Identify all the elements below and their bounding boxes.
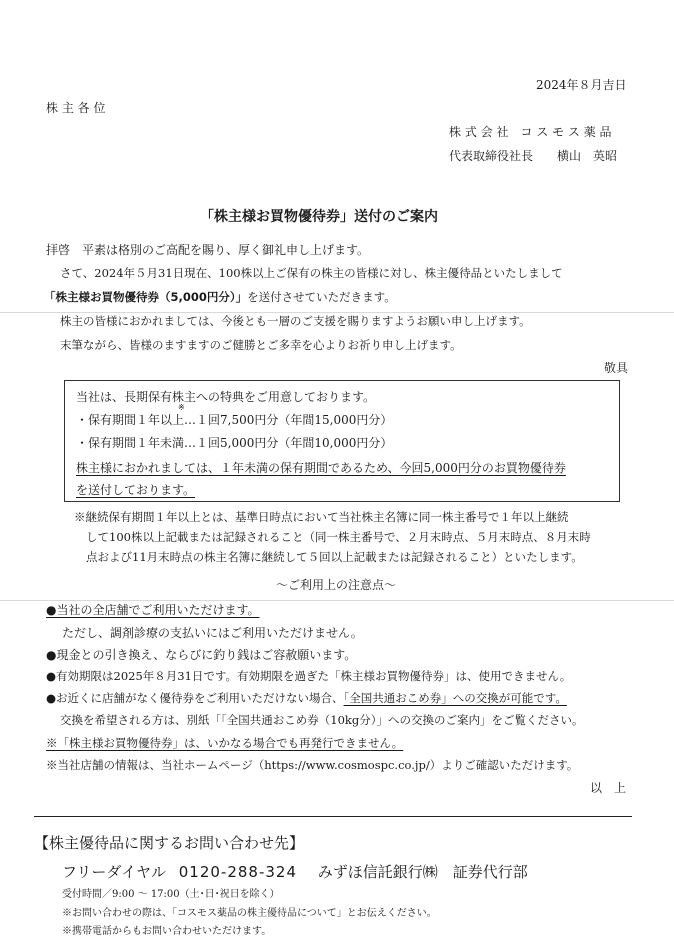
body-line: 株主の皆様におかれましては、今後とも一層のご支援を賜りますようお願い申し上げます。: [60, 314, 531, 328]
closing-ijou: 以 上: [590, 781, 627, 795]
note-subitem: ただし、調剤診療の支払いにはご利用いただけません。: [62, 626, 363, 640]
benefit-item-value: …１回7,500円分（年間15,000円分）: [184, 413, 393, 427]
box-intro: 当社は、長期保有株主への特典をご用意しております。: [76, 390, 376, 404]
contact-heading: 【株主優待品に関するお問い合わせ先】: [34, 834, 305, 852]
body-line: 拝啓 平素は格別のご高配を賜り、厚く御礼申し上げます。: [46, 243, 370, 257]
body-line: [44, 289, 396, 305]
benefit-item-label: ・保有期間１年以上: [76, 413, 185, 427]
addressee: 株 主 各 位: [46, 101, 106, 115]
contact-note: ※お問い合わせの際は、「コスモス薬品の株主優待品について」とお伝えください。: [62, 908, 437, 919]
benefit-item: ・保有期間１年未満…１回5,000円分（年間10,000円分）: [76, 436, 393, 450]
company-name: 株 式 会 社 コ ス モ ス 薬 品: [449, 125, 612, 139]
body-text: を送付させていただきます。: [247, 290, 396, 304]
body-line: さて、2024年５月31日現在、100株以上ご保有の株主の皆様に対し、株主優待品といたしまして: [60, 266, 563, 280]
box-note: 株主様におかれましては、１年未満の保有期間であるため、今回5,000円分のお買物優待券: [76, 461, 566, 475]
letter-date: 2024年８月吉日: [536, 78, 627, 92]
footnote-line: 点および11月末時点の株主名簿に継続して５回以上記載または記録されること）といたします。: [86, 550, 583, 564]
footnote-line: して100株以上記載または記録されること（同一株主番号で、２月末時点、５月末時点、８月末時: [86, 530, 591, 544]
freedial-label: フリーダイヤル: [62, 863, 166, 881]
note-text: ●お近くに店舗がなく優待券をご利用いただけない場合、: [46, 691, 344, 705]
closing-keigu: 敬具: [604, 361, 629, 375]
notes-heading: ～ご利用上の注意点～: [276, 578, 397, 592]
bank-name: みずほ信託銀行㈱ 証券代行部: [317, 863, 528, 881]
box-note: を送付しております。: [76, 483, 196, 497]
note-item: ●当社の全店舗でご利用いただけます。: [46, 603, 260, 617]
phone-number: 0120-288-324: [178, 863, 297, 881]
note-item: ●現金との引き換え、ならびに釣り銭はご容赦願います。: [46, 648, 357, 662]
note-item: [46, 690, 567, 706]
contact-hours: 受付時間／9:00 ～ 17:00（土･日･祝日を除く）: [62, 889, 280, 900]
voucher-name: 「株主様お買物優待券（5,000円分）」: [44, 290, 248, 304]
note-item: ●有効期限は2025年８月31日です。有効期限を過ぎた「株主様お買物優待券」は、使用できません。: [46, 669, 572, 683]
note-item: ※当社店舗の情報は、当社ホームページ（https://www.cosmospc.co.jp/）よりご確認いただけます。: [46, 758, 579, 772]
divider: [34, 816, 632, 817]
benefit-item: [76, 403, 393, 428]
representative: 代表取締役社長 横山 英昭: [449, 149, 618, 163]
body-line: 末筆ながら、皆様のますますのご健勝とご多幸を心よりお祈り申し上げます。: [60, 338, 462, 352]
contact-line: [62, 861, 528, 882]
note-text-underlined: 「全国共通おこめ券」への交換が可能です。: [343, 691, 567, 705]
note-subitem: 交換を希望される方は、別紙「「全国共通おこめ券（10kg分）」への交換のご案内」をご覧ください。: [60, 713, 584, 727]
footnote-mark: ※: [178, 403, 185, 412]
note-item: ※「株主様お買物優待券」は、いかなる場合でも再発行できません。: [46, 736, 404, 750]
footnote-line: ※継続保有期間１年以上とは、基準日時点において当社株主名簿に同一株主番号で１年以上継続: [74, 510, 569, 524]
page-title: 「株主様お買物優待券」送付のご案内: [200, 209, 438, 225]
contact-note: ※携帯電話からもお問い合わせいただけます。: [62, 926, 272, 937]
